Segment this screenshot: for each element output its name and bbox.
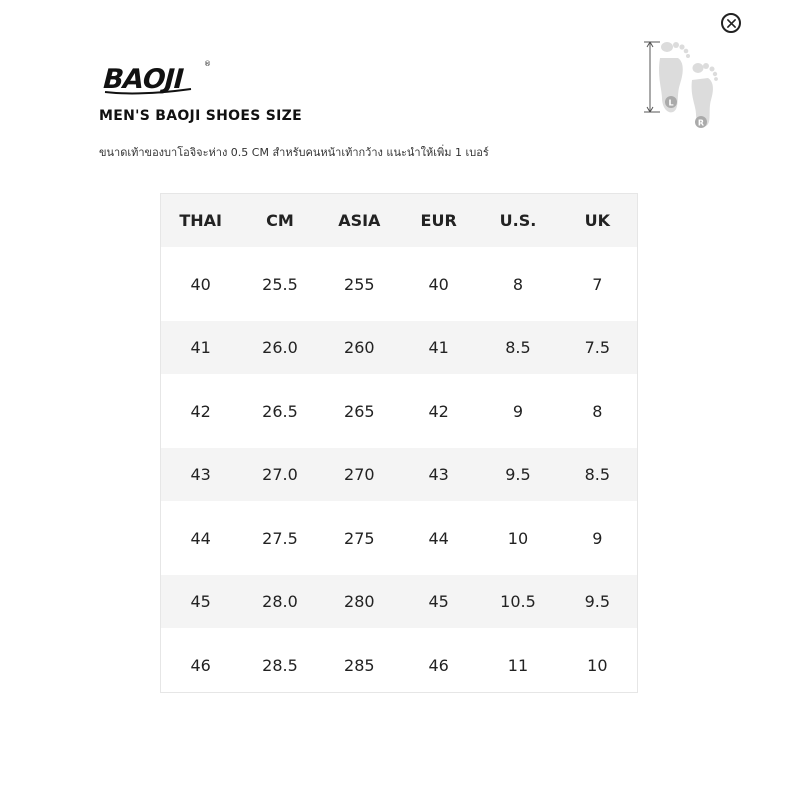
- table-cell: 43: [399, 448, 478, 501]
- table-cell: 44: [190, 528, 211, 548]
- table-cell: 28.5: [262, 655, 298, 675]
- table-cell: 27.0: [240, 448, 319, 501]
- page-title: MEN'S BAOJI SHOES SIZE: [99, 108, 302, 124]
- table-cell: 265: [344, 401, 375, 421]
- table-cell: 27.5: [262, 528, 298, 548]
- svg-text:BAOJI: BAOJI: [99, 64, 187, 95]
- feet-measure-icon: [640, 38, 722, 130]
- table-cell: 7.5: [558, 321, 637, 374]
- table-cell: 26.5: [262, 401, 298, 421]
- table-cell: 46: [428, 655, 449, 675]
- table-row: [161, 628, 637, 702]
- table-cell: 45: [399, 575, 478, 628]
- table-header-row: [161, 194, 637, 247]
- table-cell: 46: [190, 655, 211, 675]
- table-cell: 28.0: [240, 575, 319, 628]
- table-row: [161, 247, 637, 321]
- column-header-us: U.S.: [499, 211, 537, 230]
- table-cell: 9.5: [478, 448, 557, 501]
- table-cell: 42: [428, 401, 449, 421]
- svg-text:R: R: [697, 118, 705, 128]
- column-header-uk: UK: [584, 211, 611, 230]
- table-cell: 9.5: [558, 575, 637, 628]
- table-cell: 10: [507, 528, 529, 548]
- table-row: [161, 448, 637, 501]
- table-cell: 7: [592, 274, 603, 294]
- table-cell: 26.0: [240, 321, 319, 374]
- table-cell: 42: [190, 401, 211, 421]
- size-note: ขนาดเท้าของบาโอจิจะห่าง 0.5 CM สำหรับคนหน้าเท้ากว้าง แนะนำให้เพิ่ม 1 เบอร์: [99, 146, 489, 159]
- table-cell: 11: [507, 655, 529, 675]
- svg-text:®: ®: [204, 60, 211, 68]
- table-cell: 41: [399, 321, 478, 374]
- table-row: [161, 374, 637, 448]
- column-header-eur: EUR: [420, 211, 457, 230]
- table-cell: 40: [428, 274, 449, 294]
- table-cell: 25.5: [262, 274, 298, 294]
- table-cell: 40: [190, 274, 211, 294]
- table-cell: 8.5: [478, 321, 557, 374]
- table-cell: 10.5: [478, 575, 557, 628]
- size-table-container: [160, 193, 638, 693]
- table-cell: 9: [512, 401, 524, 421]
- table-row: [161, 501, 637, 575]
- table-row: [161, 321, 637, 374]
- table-cell: 9: [592, 528, 603, 548]
- column-header-cm: CM: [266, 211, 294, 230]
- close-icon: [727, 19, 736, 28]
- close-button[interactable]: [721, 13, 741, 33]
- table-cell: 41: [161, 321, 240, 374]
- baoji-logo: [99, 56, 217, 96]
- table-cell: 285: [344, 655, 375, 675]
- table-cell: 8.5: [558, 448, 637, 501]
- size-table: [161, 194, 637, 702]
- table-cell: 280: [320, 575, 399, 628]
- table-cell: 270: [320, 448, 399, 501]
- table-cell: 8: [592, 401, 603, 421]
- table-cell: 275: [344, 528, 375, 548]
- svg-text:L: L: [668, 98, 674, 108]
- column-header-asia: ASIA: [338, 211, 381, 230]
- table-cell: 10: [587, 655, 608, 675]
- column-header-thai: THAI: [179, 211, 222, 230]
- table-cell: 260: [320, 321, 399, 374]
- table-cell: 8: [512, 274, 524, 294]
- table-cell: 45: [161, 575, 240, 628]
- table-cell: 255: [344, 274, 375, 294]
- table-cell: 44: [428, 528, 449, 548]
- table-row: [161, 575, 637, 628]
- table-cell: 43: [161, 448, 240, 501]
